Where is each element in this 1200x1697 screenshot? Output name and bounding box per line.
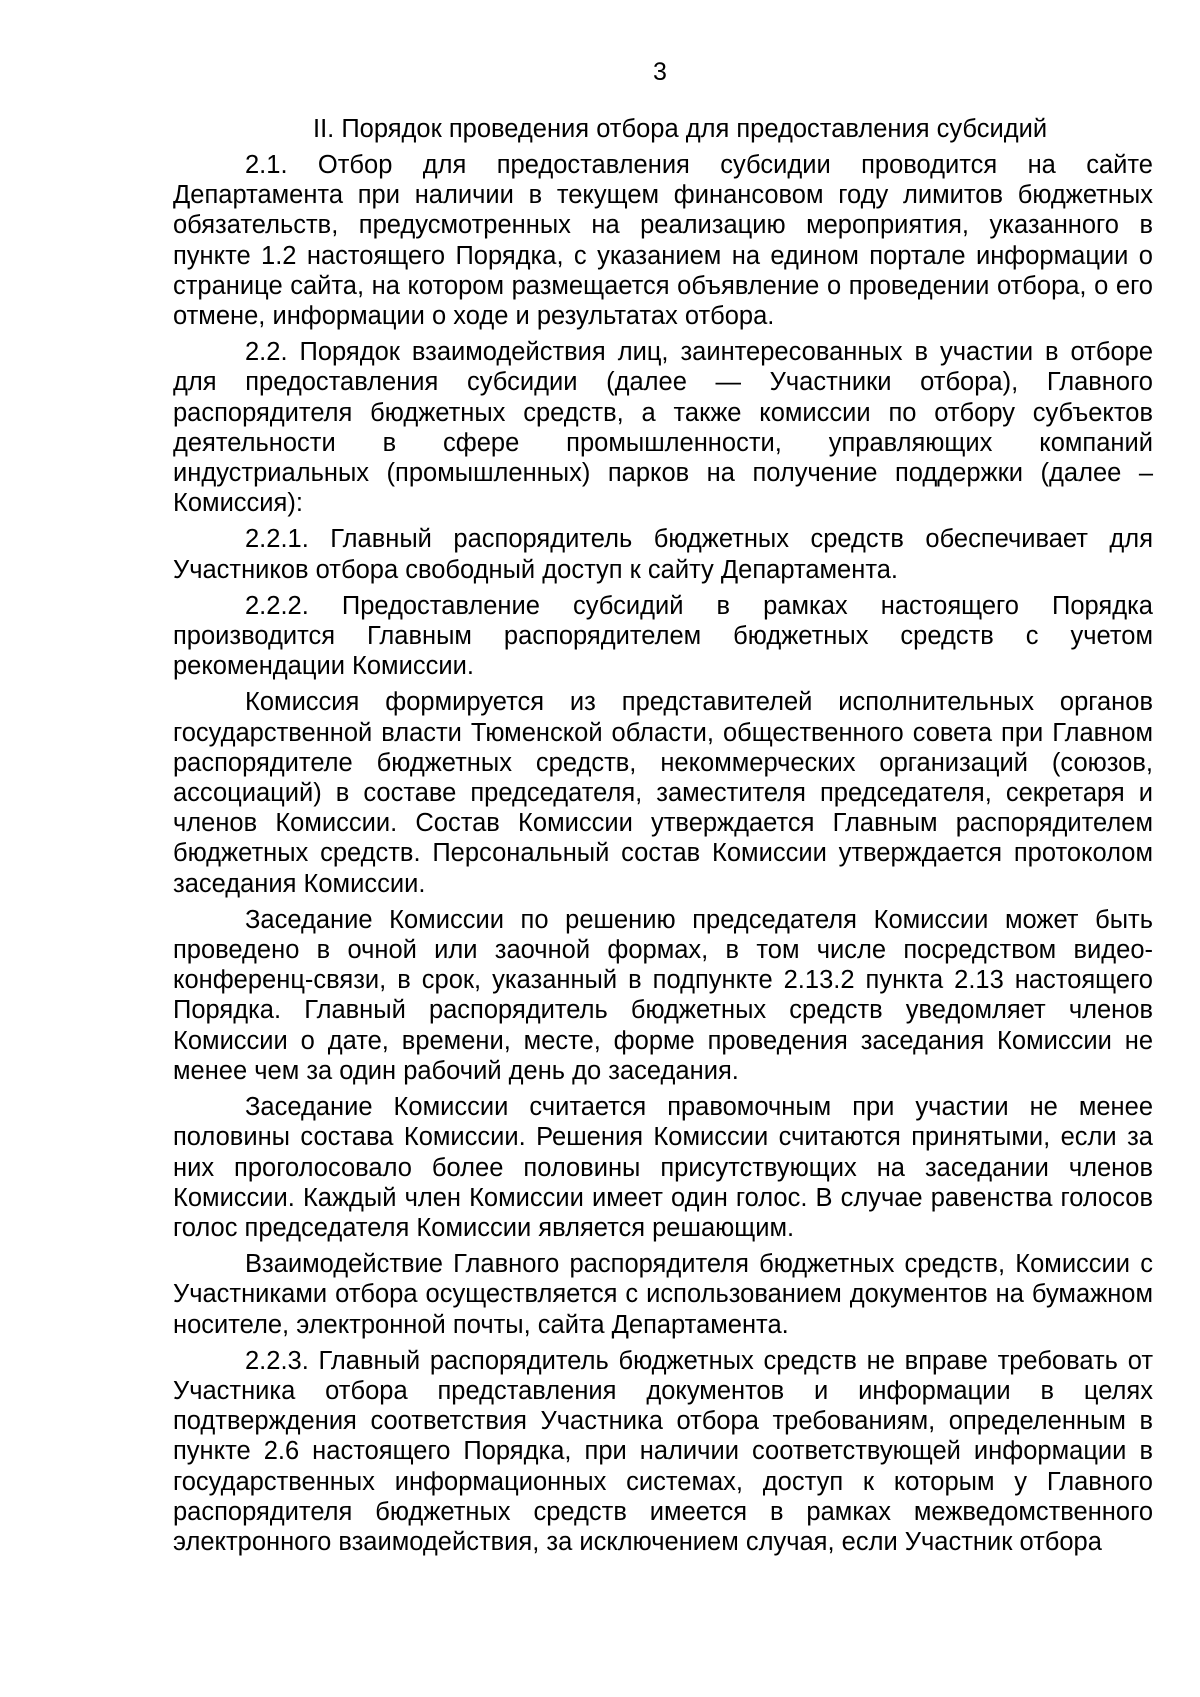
paragraph-commission-quorum: Заседание Комиссии считается правомочным при участии не менее половины состава Комиссии. Решения Комиссии считаются принятыми, если за них проголосовало более половины присутствующих на заседании членов Комиссии. Каждый член Комиссии имеет один голос. В случае равенства голосов голос председателя Комиссии является решающим. <box>173 1093 1153 1242</box>
paragraph-commission-meeting: Заседание Комиссии по решению председателя Комиссии может быть проведено в очной или заочной формах, в том числе посредством видео-конференц-связи, в срок, указанный в подпункте 2.13.2 пункта 2.13 настоящего Порядка. Главный распорядитель бюджетных средств уведомляет членов Комиссии о дате, времени, месте, форме проведения заседания Комиссии не менее чем за один рабочий день до заседания. <box>173 905 1153 1085</box>
paragraph-interaction: Взаимодействие Главного распорядителя бюджетных средств, Комиссии с Участниками отбора осуществляется с использованием документов на бумажном носителе, электронной почты, сайта Департамента. <box>173 1250 1153 1339</box>
page-number: 3 <box>653 58 667 86</box>
paragraph-2-2: 2.2. Порядок взаимодействия лиц, заинтересованных в участии в отборе для предоставления субсидии (далее — Участники отбора), Главного распорядителя бюджетных средств, а также комиссии по отбору субъектов деятельности в сфере промышленности, управляющих компаний индустриальных (промышленных) парков на получение поддержки (далее – Комиссия): <box>173 338 1153 518</box>
paragraph-commission-composition: Комиссия формируется из представителей исполнительных органов государственной власти Тюменской области, общественного совета при Главном распорядителе бюджетных средств, некоммерческих организаций (союзов, ассоциаций) в составе председателя, заместителя председателя, секретаря и членов Комиссии. Состав Комиссии утверждается Главным распорядителем бюджетных средств. Персональный состав Комиссии утверждается протоколом заседания Комиссии. <box>173 688 1153 898</box>
section-title: II. Порядок проведения отбора для предоставления субсидий <box>313 115 1048 143</box>
paragraph-2-2-2: 2.2.2. Предоставление субсидий в рамках настоящего Порядка производится Главным распорядителем бюджетных средств с учетом рекомендации Комиссии. <box>173 591 1153 681</box>
paragraph-2-2-1: 2.2.1. Главный распорядитель бюджетных средств обеспечивает для Участников отбора свободный доступ к сайту Департамента. <box>173 525 1153 584</box>
paragraph-2-1: 2.1. Отбор для предоставления субсидии проводится на сайте Департамента при наличии в текущем финансовом году лимитов бюджетных обязательств, предусмотренных на реализацию мероприятия, указанного в пункте 1.2 настоящего Порядка, с указанием на едином портале информации о странице сайта, на котором размещается объявление о проведении отбора, о его отмене, информации о ходе и результатах отбора. <box>173 151 1153 331</box>
document-body <box>173 114 1153 1563</box>
paragraph-2-2-3: 2.2.3. Главный распорядитель бюджетных средств не вправе требовать от Участника отбора представления документов и информации в целях подтверждения соответствия Участника отбора требованиям, определенным в пункте 2.6 настоящего Порядка, при наличии соответствующей информации в государственных информационных системах, доступ к которым у Главного распорядителя бюджетных средств имеется в рамках межведомственного электронного взаимодействия, за исключением случая, если Участник отбора <box>173 1346 1153 1556</box>
